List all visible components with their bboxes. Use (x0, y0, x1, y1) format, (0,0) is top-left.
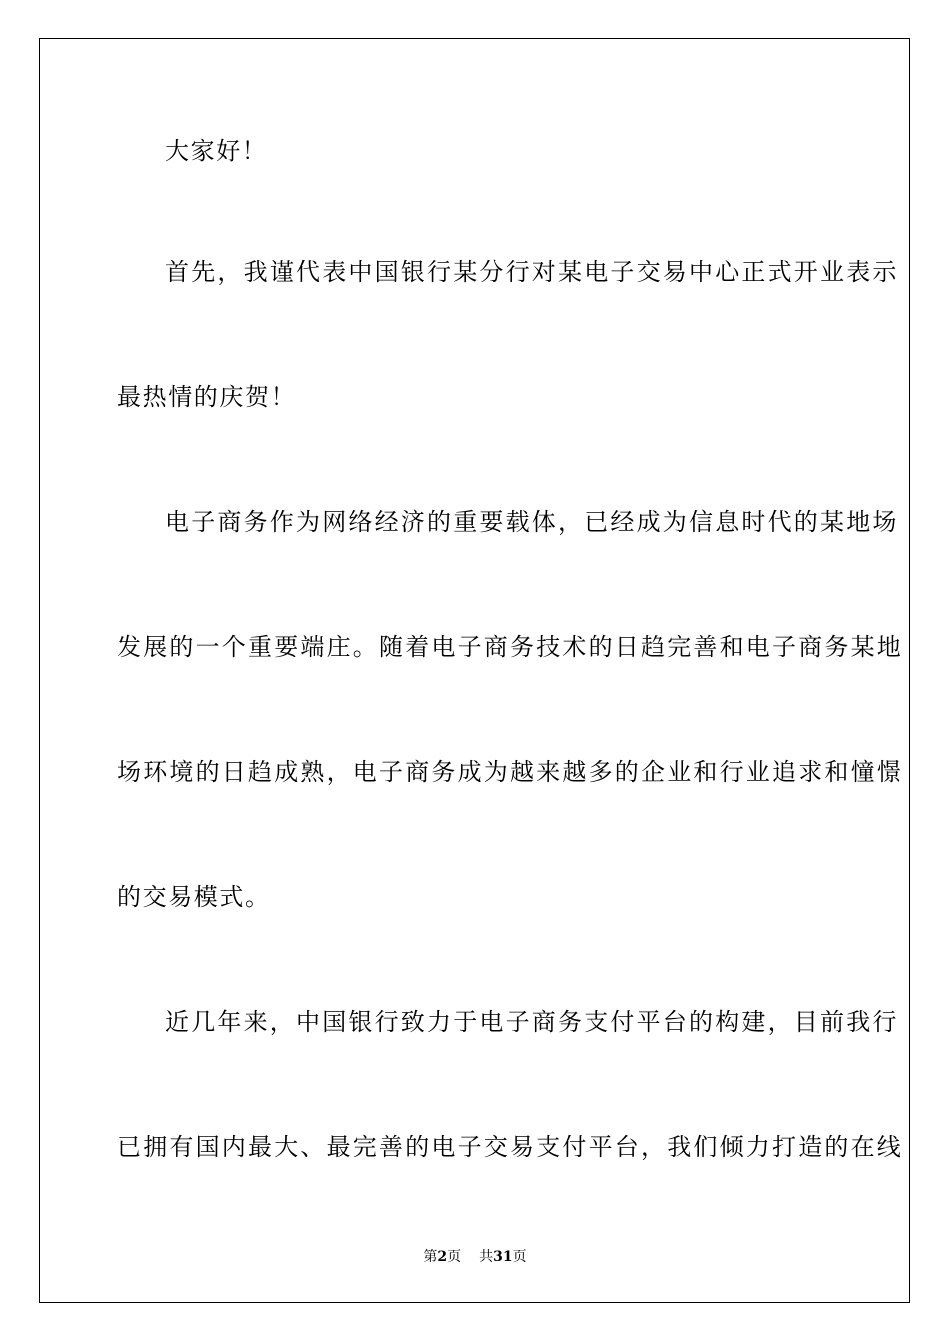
paragraph-line: 场环境的日趋成熟，电子商务成为越来越多的企业和行业追求和憧憬 (117, 758, 903, 786)
total-pages: 31 (493, 1249, 513, 1265)
paragraph-line: 的交易模式。 (117, 883, 271, 911)
page-border (39, 38, 910, 1303)
paragraph-line: 发展的一个重要端庄。随着电子商务技术的日趋完善和电子商务某地 (117, 633, 903, 661)
page-number: 2 (437, 1249, 448, 1265)
paragraph-line: 电子商务作为网络经济的重要载体，已经成为信息时代的某地场 (165, 508, 899, 536)
paragraph-line: 近几年来，中国银行致力于电子商务支付平台的构建，目前我行 (165, 1008, 899, 1036)
greeting-line: 大家好！ (165, 137, 268, 165)
paragraph-line: 首先，我谨代表中国银行某分行对某电子交易中心正式开业表示 (165, 258, 899, 286)
page-suffix: 页 (447, 1249, 462, 1265)
paragraph-line: 已拥有国内最大、最完善的电子交易支付平台，我们倾力打造的在线 (117, 1133, 903, 1161)
total-prefix: 共 (479, 1249, 494, 1265)
total-suffix: 页 (512, 1249, 527, 1265)
paragraph-line: 最热情的庆贺！ (117, 383, 297, 411)
page-footer (0, 1248, 950, 1266)
page-prefix: 第 (423, 1249, 438, 1265)
